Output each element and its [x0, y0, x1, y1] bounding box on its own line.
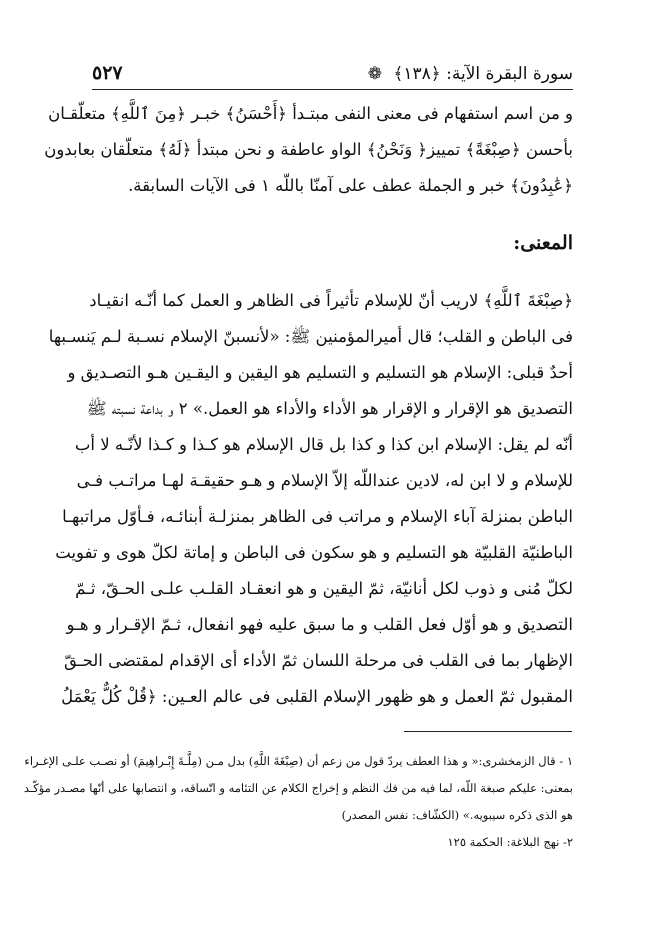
footnotes: [23, 748, 573, 856]
footnote-line: ٢- نهج البلاغة: الحكمة ١٢٥: [447, 835, 573, 849]
text-line: أحدٌ قبلى: الإسلام هو التسليم و التسليم هو اليقين و اليقـين هـو التصـديق و: [67, 363, 573, 382]
text-line: التصديق و هو أوّل فعل القلب و ما سبق عليه فهو انفعال، ثـمّ الإقـرار و هـو: [66, 615, 573, 634]
footnote-line: ١ - قال الزمخشرى:« و هذا العطف يردّ قول من زعم أن (صِبْغَةَ اللَّهِ) بدل مـن (مِلَّـةَ إِبْـراهِيمَ) أو نصـب علـى الإغـراء: [24, 754, 573, 768]
text-line: أنّه لم يقل: الإسلام ابن كذا و كذا بل قال الإسلام هو كـذا و كـذا لأنّـه لا أب: [74, 435, 573, 454]
text-line: للإسلام و لا ابن له، لادين عنداللّه إلاّ الإسلام و هـو حقيقـة لهـا مراتـب فـى: [76, 471, 573, 490]
text-line: لكلّ مُنى و ذوب لكل أنانيّة، ثمّ اليقين و هو انعقـاد القلـب علـى الحـقّ، ثـمّ: [75, 579, 573, 598]
running-title: [368, 63, 573, 84]
page-header: [92, 58, 573, 88]
text-line: الباطن بمنزلة آباء الإسلام و مراتب فى الظاهر بمنزلـة أبنائـه، فـأوّل مراتبهـا: [62, 507, 573, 526]
footnote-line: بمعنى: عليكم صبغة اللّه، لما فيه من فك النظم و إخراج الكلام عن التئامه و اتّساقه، و انتصابها على أنّها مصـدر مؤكّـد: [23, 781, 573, 795]
ornament-icon: ❁: [367, 63, 382, 84]
text-line: ﴿عَٰبِدُونَ﴾ خبر و الجملة عطف على آمنّا باللّه ١ فى الآيات السابقة.: [128, 176, 573, 195]
text-line: التصديق هو الإقرار و الإقرار هو الأداء والأداء هو العمل.» ٢ و بداعة نسبته ﷺ: [86, 399, 573, 418]
footnote-line: هو الذى ذكره سيبويه.» (الكشّاف: نفس المصدر): [341, 808, 573, 822]
text-line: و من اسم استفهام فى معنى النفى مبتـدأ ﴿أَحْسَنُ﴾ خبـر ﴿مِنَ ٱللَّهِ﴾ متعلّقـان: [48, 104, 573, 123]
text-line: فى الباطن و القلب؛ قال أميرالمؤمنين ﷺ: «لأنسبنّ الإسلام نسـبة لـم يَنسـبها: [48, 327, 573, 346]
section-heading: المعنى:: [513, 232, 573, 254]
text-line: المقبول ثمّ العمل و هو ظهور الإسلام القلبى فى عالم العـين: ﴿قُلْ كُلٌّ يَعْمَلُ: [61, 687, 573, 706]
header-rule: [92, 89, 573, 90]
text-line: الباطنيّة القلبيّة هو التسليم و هو سكون فى الباطن و إماتة لكلّ هوى و تفويت: [55, 543, 573, 562]
text-line: الإظهار بما فى القلب فى مرحلة اللسان ثمّ الأداء أى الإقدام لمقتضى الحـقّ: [63, 651, 573, 670]
page-number: ٥٢٧: [92, 62, 123, 84]
meaning-paragraph: [48, 283, 573, 715]
surah-label: سورة البقرة الآية: ﴿١٣٨﴾: [393, 63, 573, 84]
text-line: ﴿صِبْغَةَ ٱللَّهِ﴾ لاريب أنّ للإسلام تأثيراً فى الظاهر و العمل كما أنّـه انقيـاد: [89, 291, 573, 310]
grammar-paragraph: [44, 96, 573, 268]
text-line: بأحسن ﴿صِبْغَةً﴾ تمييز﴿ وَنَحْنُ﴾ الواو عاطفة و نحن مبتدأ ﴿لَهُ﴾ متعلّقان بعابدون: [44, 140, 573, 159]
footnote-rule: [404, 731, 572, 732]
